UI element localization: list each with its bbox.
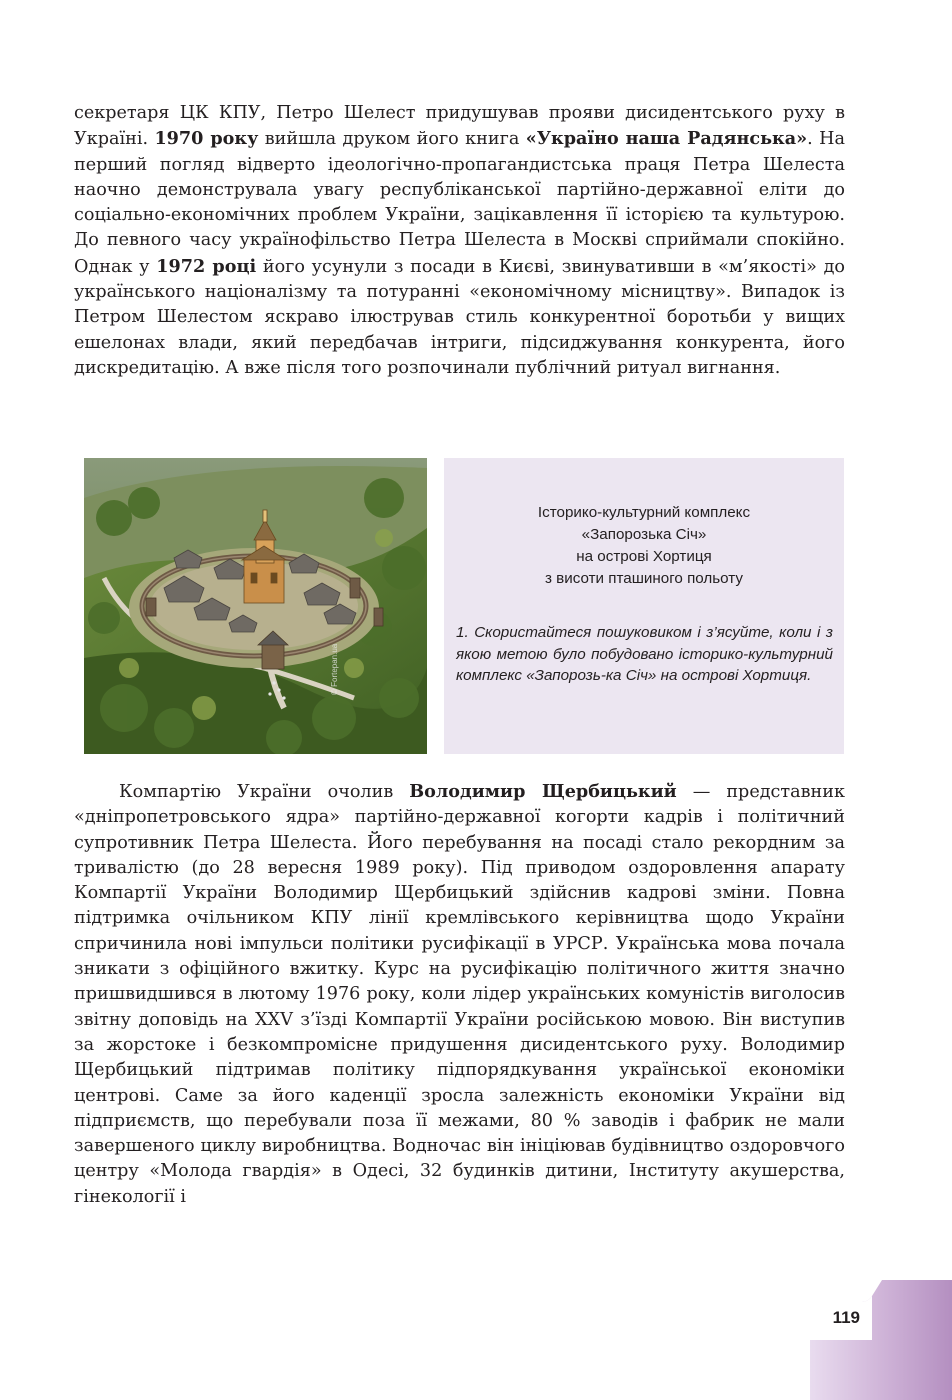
figure-caption-panel <box>444 458 844 754</box>
text-run: Компартію України очолив <box>119 782 410 802</box>
text-run: вийшла друком його книга <box>258 129 526 150</box>
text-run: його усунули з посади в Києві, звинувативши в «м’якості» до українського націоналізму та потуранні «економічному місництву». Випадок із Петром Шелестом яскраво ілюстрував стиль конкурентної боротьби у вищих ешелонах влади, який передбачав інтриги, підсиджування конкурента, його дискредитацію. А вже після того розпочинали публічний ритуал вигнання. <box>74 256 845 378</box>
sich-aerial-photo <box>84 458 427 754</box>
body-paragraph-1 <box>74 101 845 381</box>
body-paragraph-2 <box>74 779 845 1210</box>
caption-line: з висоти пташиного польоту <box>544 570 744 587</box>
bold-run: 1970 року <box>154 128 259 150</box>
bold-run: «Україно наша Радянська» <box>525 128 808 150</box>
fortress-illustration <box>84 458 427 754</box>
bold-run: 1972 році <box>156 255 257 277</box>
figure-task: 1. Скористайтеся пошуковиком і з’ясуйте, коли і з якою метою було побудовано історико-культурний комплекс «Запорозь-ка Січ» на острові Хортиця. <box>456 624 833 685</box>
page-number: 119 <box>832 1308 860 1327</box>
caption-line: на острові Хортиця <box>576 548 712 565</box>
caption-line: «Запорозька Січ» <box>581 526 707 543</box>
bold-run: Володимир Щербицький <box>409 781 677 802</box>
text-run: секретаря ЦК КПУ, Петро Шелест придушував прояви дисидентського руху в Україні. <box>74 103 845 150</box>
caption-line: Історико-культурний комплекс <box>537 504 751 521</box>
page-corner-decoration <box>770 1280 952 1400</box>
photo-credit: © Fortepan.ua <box>330 643 339 695</box>
text-run: — представник «дніпропетровського ядра» партійно-державної когорти кадрів і політичний супротивник Петра Шелеста. Його перебування на посаді стало рекордним за тривалістю (до 28 вересня 1989 року). Під приводом оздоровлення апарату Компартії України Володимир Щербицький здійснив кадрові зміни. Повна підтримка очільником КПУ лінії кремлівського керівництва щодо України спричинила нові імпульси політики русифікації в УРСР. Українська мова почала зникати з офіційного вжитку. Курс на русифікацію політичного життя значно пришвидшився в лютому 1976 року, коли лідер українських комуністів виголосив звітну доповідь на XXV з’їзді Компартії України російською мовою. Він виступив за жорстоке і безкомпромісне придушення дисидентського руху. Володимир Щербицький підтримав політику підпорядкування української економіки центрові. Саме за його каденції зросла залежність економіки України від підприємств, що перебували поза її межами, 80 % заводів і фабрик не мали завершеного циклу виробництва. Водночас він ініціював будівництво оздоровчого центру «Молода гвардія» в Одесі, 32 будинків дитини, Інституту акушерства, гінекології і <box>74 782 845 1207</box>
text-run: . На перший погляд відверто ідеологічно-пропагандистська праця Петра Шелеста наочно демонструвала увагу республіканської партійно-державної еліти до соціально-економічних проблем України, зацікавлення її історією та культурою. До певного часу українофільство Петра Шелеста в Москві сприймали спокійно. Однак у <box>74 129 845 277</box>
figure-caption <box>458 502 830 590</box>
